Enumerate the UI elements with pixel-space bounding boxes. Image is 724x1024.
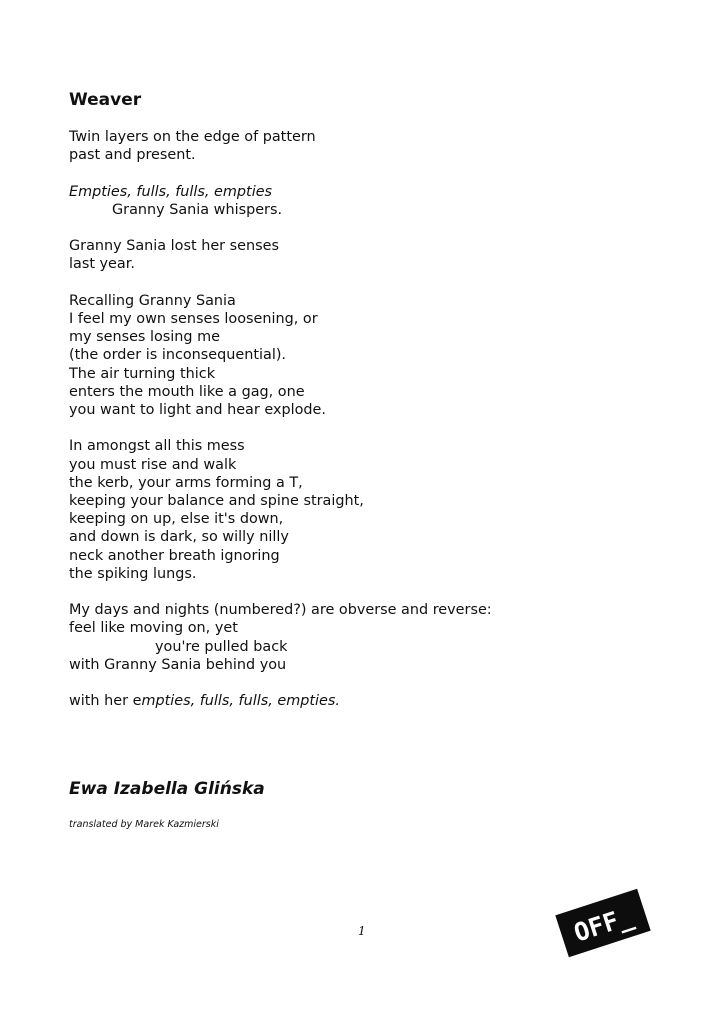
poem-line: and down is dark, so willy nilly (69, 529, 289, 546)
poem-line-italic: Empties, fulls, fulls, empties (69, 183, 273, 200)
poem-line: keeping on up, else it's down, (69, 511, 284, 528)
poem-line: Granny Sania lost her senses (69, 238, 279, 255)
poem-line: enters the mouth like a gag, one (69, 383, 305, 400)
stanza-2 (69, 183, 492, 219)
off-press-logo (550, 885, 656, 961)
poem-line: Granny Sania whispers. (112, 201, 283, 218)
poem-line: Recalling Granny Sania (69, 292, 236, 309)
poem-line: Twin layers on the edge of pattern (69, 129, 316, 145)
poem-title: Weaver (69, 90, 142, 110)
poem-line: (the order is inconsequential). (69, 347, 287, 364)
poem-line: I feel my own senses loosening, or (69, 310, 318, 327)
page-number: 1 (358, 924, 366, 938)
stanza-1 (69, 128, 492, 164)
logo-text: OFF_ (570, 901, 637, 948)
poem-line: In amongst all this mess (69, 438, 245, 455)
poem-line: feel like moving on, yet (69, 620, 238, 637)
poem-line: last year. (69, 256, 135, 273)
poem-line: past and present. (69, 147, 196, 164)
author-name: Ewa Izabella Glińska (69, 779, 265, 799)
poem-line: The air turning thick (69, 365, 216, 382)
poem-line (69, 692, 492, 710)
poem-line: you want to light and hear explode. (69, 402, 326, 418)
poem-line: with Granny Sania behind you (69, 656, 287, 673)
poem-line: keeping your balance and spine straight, (69, 493, 364, 509)
poem-body (69, 128, 492, 729)
line-prefix: with her e (69, 693, 142, 710)
translator-credit: translated by Marek Kazmierski (69, 819, 219, 830)
stanza-7 (69, 692, 492, 710)
poem-line: neck another breath ignoring (69, 547, 280, 564)
poem-line: my senses losing me (69, 329, 221, 346)
poem-line: you're pulled back (155, 638, 288, 655)
poem-line: the kerb, your arms forming a T, (69, 474, 303, 491)
stanza-3 (69, 237, 492, 273)
poem-line: you must rise and walk (69, 456, 237, 473)
poem-line: the spiking lungs. (69, 565, 197, 582)
stanza-4 (69, 292, 492, 419)
poem-line: My days and nights (numbered?) are obverse and reverse: (69, 602, 492, 619)
stanza-6 (69, 601, 492, 674)
line-emphasis: mpties, fulls, fulls, empties. (141, 693, 340, 710)
stanza-5 (69, 437, 492, 583)
